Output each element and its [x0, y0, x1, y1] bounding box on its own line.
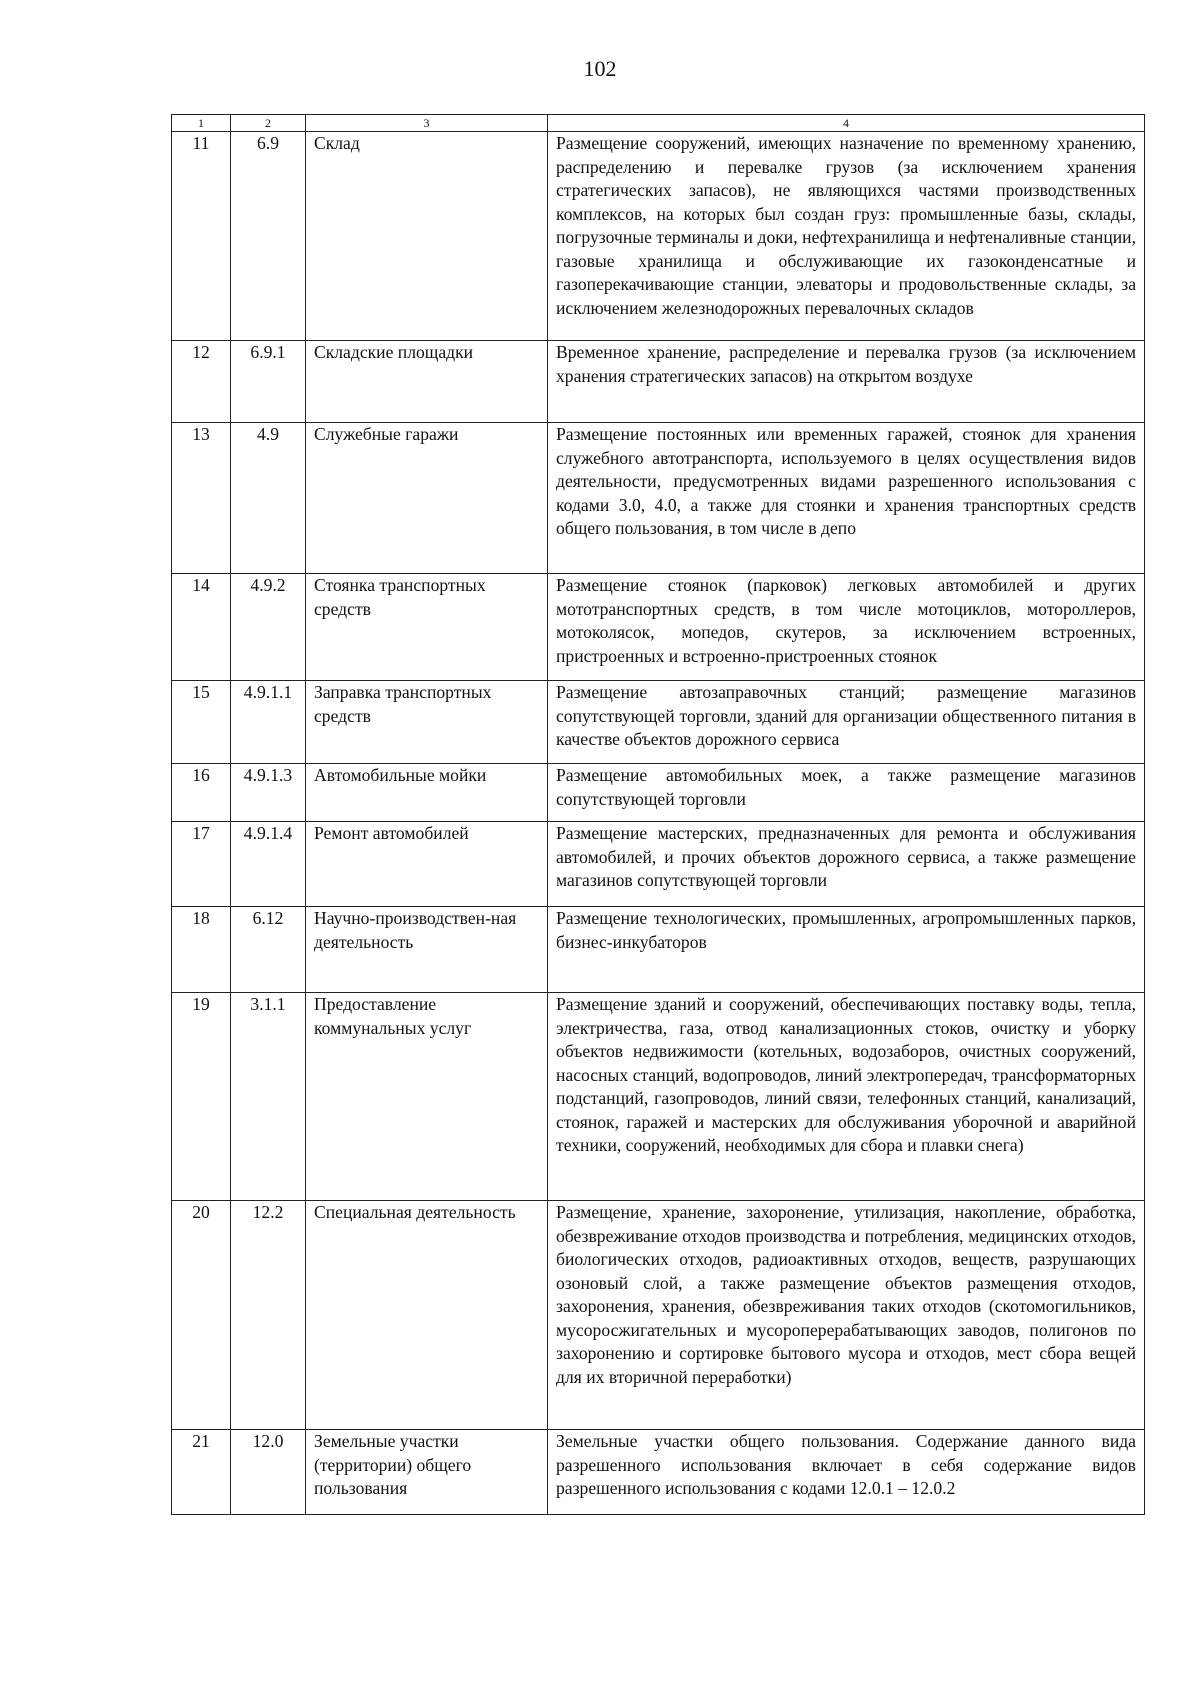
use-name: Земельные участки (территории) общего пользования [306, 1430, 548, 1515]
use-name: Склад [306, 132, 548, 341]
table-row [172, 132, 1145, 341]
row-number: 13 [172, 423, 231, 574]
row-number: 19 [172, 993, 231, 1201]
row-number: 21 [172, 1430, 231, 1515]
use-name: Служебные гаражи [306, 423, 548, 574]
use-description: Размещение стоянок (парковок) легковых автомобилей и других мототранспортных средств, в том числе мотоциклов, мотороллеров, мотоколясок, мопедов, скутеров, за исключением встроенных, пристроенных и встроенно-пристроенных стоянок [548, 574, 1145, 681]
use-code: 4.9.1.4 [231, 822, 306, 907]
column-header: 3 [306, 115, 548, 132]
row-number: 20 [172, 1201, 231, 1430]
use-description: Земельные участки общего пользования. Содержание данного вида разрешенного использования включает в себя содержание видов разрешенного использования с кодами 12.0.1 – 12.0.2 [548, 1430, 1145, 1515]
row-number: 16 [172, 764, 231, 822]
table-row [172, 907, 1145, 993]
row-number: 17 [172, 822, 231, 907]
page-number: 102 [583, 56, 617, 81]
use-description: Размещение автозаправочных станций; размещение магазинов сопутствующей торговли, зданий для организации общественного питания в качестве объектов дорожного сервиса [548, 681, 1145, 764]
use-code: 6.9 [231, 132, 306, 341]
land-use-table [171, 114, 1145, 1515]
use-code: 12.0 [231, 1430, 306, 1515]
use-description: Размещение зданий и сооружений, обеспечивающих поставку воды, тепла, электричества, газа, отвод канализационных стоков, очистку и уборку объектов недвижимости (котельных, водозаборов, очистных сооружений, насосных станций, водопроводов, линий электропередач, трансформаторных подстанций, газопроводов, линий связи, телефонных станций, канализаций, стоянок, гаражей и мастерских для обслуживания уборочной и аварийной техники, сооружений, необходимых для сбора и плавки снега) [548, 993, 1145, 1201]
table-row [172, 1430, 1145, 1515]
use-code: 4.9.2 [231, 574, 306, 681]
use-code: 6.9.1 [231, 341, 306, 423]
use-description: Размещение постоянных или временных гаражей, стоянок для хранения служебного автотранспорта, используемого в целях осуществления видов деятельности, предусмотренных видами разрешенного использования с кодами 3.0, 4.0, а также для стоянки и хранения транспортных средств общего пользования, в том числе в депо [548, 423, 1145, 574]
table-row [172, 341, 1145, 423]
use-name: Складские площадки [306, 341, 548, 423]
use-code: 4.9.1.3 [231, 764, 306, 822]
use-description: Размещение сооружений, имеющих назначение по временному хранению, распределению и перевалке грузов (за исключением хранения стратегических запасов), не являющихся частями производственных комплексов, на которых был создан груз: промышленные базы, склады, погрузочные терминалы и доки, нефтехранилища и нефтеналивные станции, газовые хранилища и обслуживающие их газоконденсатные и газоперекачивающие станции, элеваторы и продовольственные склады, за исключением железнодорожных перевалочных складов [548, 132, 1145, 341]
table-row [172, 1201, 1145, 1430]
use-description: Временное хранение, распределение и перевалка грузов (за исключением хранения стратегических запасов) на открытом воздухе [548, 341, 1145, 423]
table-row [172, 423, 1145, 574]
use-code: 6.12 [231, 907, 306, 993]
use-name: Автомобильные мойки [306, 764, 548, 822]
column-header: 2 [231, 115, 306, 132]
column-header: 1 [172, 115, 231, 132]
table-row [172, 764, 1145, 822]
use-description: Размещение технологических, промышленных, агропромышленных парков, бизнес-инкубаторов [548, 907, 1145, 993]
use-name: Научно-производствен-ная деятельность [306, 907, 548, 993]
row-number: 14 [172, 574, 231, 681]
use-code: 4.9 [231, 423, 306, 574]
use-description: Размещение мастерских, предназначенных для ремонта и обслуживания автомобилей, и прочих объектов дорожного сервиса, а также размещение магазинов сопутствующей торговли [548, 822, 1145, 907]
use-description: Размещение автомобильных моек, а также размещение магазинов сопутствующей торговли [548, 764, 1145, 822]
use-name: Ремонт автомобилей [306, 822, 548, 907]
table-row [172, 822, 1145, 907]
use-description: Размещение, хранение, захоронение, утилизация, накопление, обработка, обезвреживание отходов производства и потребления, медицинских отходов, биологических отходов, радиоактивных отходов, веществ, разрушающих озоновый слой, а также размещение объектов размещения отходов, захоронения, хранения, обезвреживания таких отходов (скотомогильников, мусоросжигательных и мусороперерабатывающих заводов, полигонов по захоронению и сортировке бытового мусора и отходов, мест сбора вещей для их вторичной переработки) [548, 1201, 1145, 1430]
use-code: 12.2 [231, 1201, 306, 1430]
row-number: 15 [172, 681, 231, 764]
table-row [172, 993, 1145, 1201]
table-row [172, 681, 1145, 764]
use-name: Специальная деятельность [306, 1201, 548, 1430]
row-number: 12 [172, 341, 231, 423]
use-name: Стоянка транспортных средств [306, 574, 548, 681]
row-number: 18 [172, 907, 231, 993]
column-header: 4 [548, 115, 1145, 132]
use-code: 4.9.1.1 [231, 681, 306, 764]
use-name: Заправка транспортных средств [306, 681, 548, 764]
row-number: 11 [172, 132, 231, 341]
use-name: Предоставление коммунальных услуг [306, 993, 548, 1201]
table-header-row [172, 115, 1145, 132]
use-code: 3.1.1 [231, 993, 306, 1201]
table-row [172, 574, 1145, 681]
